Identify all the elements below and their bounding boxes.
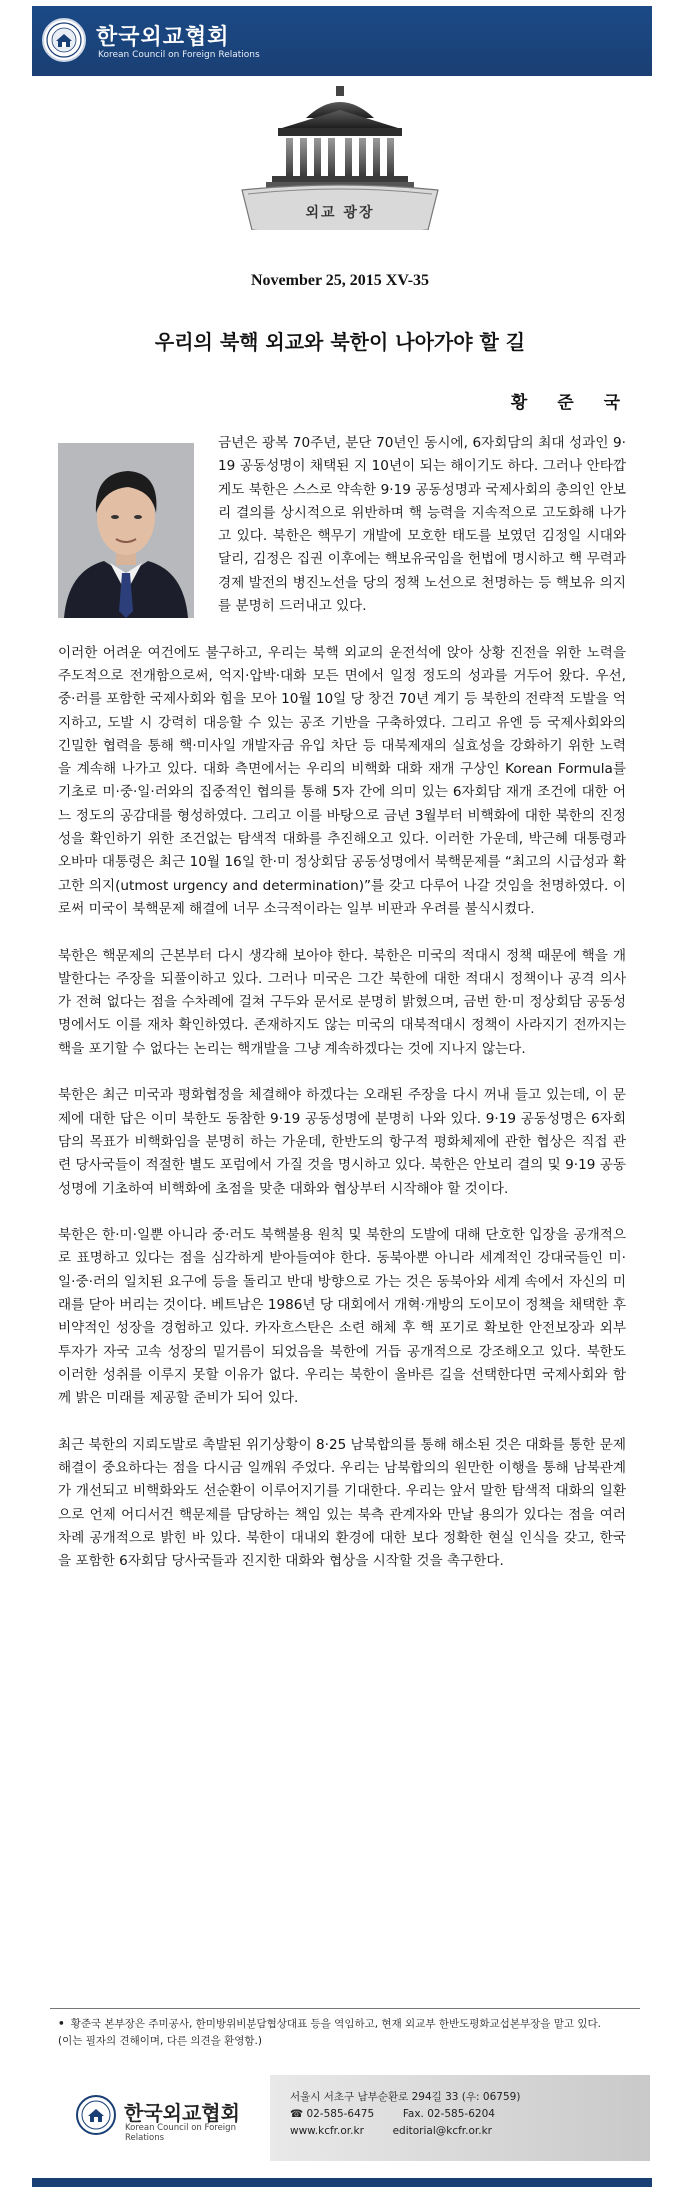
footer-website[interactable]: www.kcfr.or.kr [290,2125,364,2137]
portrait-spacer [58,432,218,615]
council-seal-icon [76,2095,116,2135]
article-author: 황 준 국 [510,393,632,413]
article-body [58,432,626,1597]
article-paragraph: 금년은 광복 70주년, 분단 70년인 동시에, 6자회담의 최대 성과인 9·19 공동성명이 채택된 지 10년이 되는 해이기도 하다. 그러나 안타깝게도 북한은 스스로 약속한 9·19 공동성명과 국제사회의 총의인 안보리 결의를 상시적으로 위반하며 핵 능력을 지속적으로 고도화해 나가고 있다. 북한은 핵무기 개발에 모호한 태도를 보였던 김정일 시대와 달리, 김정은 집권 이후에는 핵보유국임을 헌법에 명시하고 핵 무력과 경제 발전의 병진노선을 당의 정책 노선으로 천명하는 등 핵보유 의지를 분명히 드러내고 있다. [218,435,626,615]
footer-contact-box [270,2075,650,2161]
footer-org-name-en: Korean Council on Foreign Relations [125,2123,236,2143]
article-title: 우리의 북핵 외교와 북한이 나아가야 할 길 [154,330,526,354]
footnote-bullet: • [58,2018,65,2030]
footer-logo [72,2075,272,2161]
article-paragraph: 이러한 어려운 여건에도 불구하고, 우리는 북핵 외교의 운전석에 앉아 상황 진전을 위한 노력을 주도적으로 전개함으로써, 억지·압박·대화 모든 면에서 일정 정도의 성과를 거두어 왔다. 우선, 중·러를 포함한 국제사회와 힘을 모아 10월 10일 당 창건 70년 계기 등 북한의 전략적 도발을 억지하고, 도발 시 강력히 대응할 수 있는 공조 기반을 구축하였다. 그리고 유엔 등 국제사회와의 긴밀한 협력을 통해 핵·미사일 개발자금 유입 차단 등 대북제재의 실효성을 강화하기 위한 노력을 계속해 나가고 있다. 대화 측면에서는 우리의 비핵화 대화 재개 구상인 Korean Formula를 기초로 미·중·일·러와의 집중적인 협의를 통해 5자 간에 의미 있는 6자회담 재개 조건에 대한 어느 정도의 공감대를 형성하였다. 그리고 이를 바탕으로 금년 3월부터 비핵화에 대한 북한의 진정성을 확인하기 위한 조건없는 탐색적 대화를 추진해오고 있다. 이러한 가운데, 박근혜 대통령과 오바마 대통령은 최근 10월 16일 한·미 정상회담 공동성명에서 북핵문제를 “최고의 시급성과 확고한 의지(utmost urgency and determination)”를 갖고 다루어 나갈 것임을 천명하였다. 이로써 미국이 북핵문제 해결에 너무 소극적이라는 일부 비판과 우려를 불식시켰다. [58,644,626,917]
article-paragraph: 최근 북한의 지뢰도발로 촉발된 위기상황이 8·25 남북합의를 통해 해소된 것은 대화를 통한 문제해결이 중요하다는 점을 다시금 일깨워 주었다. 우리는 남북합의의 원만한 이행을 통해 남북관계가 개선되고 비핵화와도 선순환이 이루어지기를 기대한다. 우리는 앞서 말한 탐색적 대화의 일환으로 언제 어디서건 핵문제를 담당하는 책임 있는 북측 관계자와 만날 용의가 있다는 점을 여러 차례 공개적으로 밝힌 바 있다. 북한이 대내외 환경에 대한 보다 정확한 현실 인식을 갖고, 한국을 포함한 6자회담 당사국들과 진지한 대화와 협상을 시작할 것을 촉구한다. [58,1436,626,1570]
footer-org-name-ko: 한국외교협회 [124,2101,240,2125]
issue-date: November 25, 2015 XV-35 [250,272,430,289]
council-seal-icon [42,18,86,62]
article-paragraph: 북한은 핵문제의 근본부터 다시 생각해 보아야 한다. 북한은 미국의 적대시 정책 때문에 핵을 개발한다는 주장을 되풀이하고 있다. 그러나 미국은 그간 북한에 대한 적대시 정책이나 공격 의사가 전혀 없다는 점을 수차례에 걸쳐 구두와 문서로 분명히 밝혔으며, 금번 한·미 정상회담 공동성명에서도 이를 재차 확인하였다. 존재하지도 않는 미국의 대북적대시 정책이 사라지기 전까지는 핵을 포기할 수 없다는 논리는 핵개발을 그냥 계속하겠다는 것에 지나지 않는다. [58,947,626,1057]
footer-email[interactable]: editorial@kcfr.or.kr [392,2125,492,2137]
org-name-en: Korean Council on Foreign Relations [98,50,260,60]
article-paragraph: 북한은 한·미·일뿐 아니라 중·러도 북핵불용 원칙 및 북한의 도발에 대해 단호한 입장을 공개적으로 표명하고 있다는 점을 심각하게 받아들여야 한다. 동북아뿐 아니라 세계적인 강대국들인 미·일·중·러의 일치된 요구에 등을 돌리고 반대 방향으로 가는 것은 동북아와 세계 속에서 자신의 미래를 닫아 버리는 것이다. 베트남은 1986년 당 대회에서 개혁·개방의 도이모이 정책을 채택한 후 비약적인 성장을 경험하고 있다. 카자흐스탄은 소련 해체 후 핵 포기로 확보한 안전보장과 외부투자가 자국 고속 성장의 밑거름이 되었음을 북한에 거듭 공개적으로 강조해오고 있다. 북한도 이러한 성취를 이루지 못할 이유가 없다. 우리는 북한이 올바른 길을 선택한다면 국제사회와 함께 밝은 미래를 제공할 준비가 되어 있다. [58,1227,626,1407]
section-title: 외교 광장 [305,205,375,221]
footnote-divider [50,2008,640,2009]
footer-bar [32,2178,652,2187]
author-footnote [58,2016,618,2050]
header-band [32,6,652,76]
plaza-emblem [228,80,452,230]
org-name-ko: 한국외교협회 [96,25,230,50]
footer-address: 서울시 서초구 남부순환로 294길 33 (우: 06759) [290,2091,521,2103]
phone-icon: ☎ [290,2108,304,2120]
footer-tel: 02-585-6475 [306,2108,375,2120]
article-paragraph: 북한은 최근 미국과 평화협정을 체결해야 하겠다는 오래된 주장을 다시 꺼내 들고 있는데, 이 문제에 대한 답은 이미 북한도 동참한 9·19 공동성명에 분명히 나와 있다. 9·19 공동성명은 6자회담의 목표가 비핵화임을 분명히 하는 가운데, 한반도의 항구적 평화체제에 관한 협상은 직접 관련 당사국들이 적절한 별도 포럼에서 가질 것을 명시하고 있다. 북한은 안보리 결의 및 9·19 공동성명에 기초하여 비핵화에 초점을 맞춘 대화와 협상부터 시작해야 할 것이다. [58,1087,626,1197]
footnote-text: 황준국 본부장은 주미공사, 한미방위비분담협상대표 등을 역임하고, 현재 외교부 한반도평화교섭본부장을 맡고 있다. (이는 필자의 견해이며, 다른 의견을 환영함.) [58,2018,601,2047]
footer-fax: Fax. 02-585-6204 [402,2108,495,2120]
